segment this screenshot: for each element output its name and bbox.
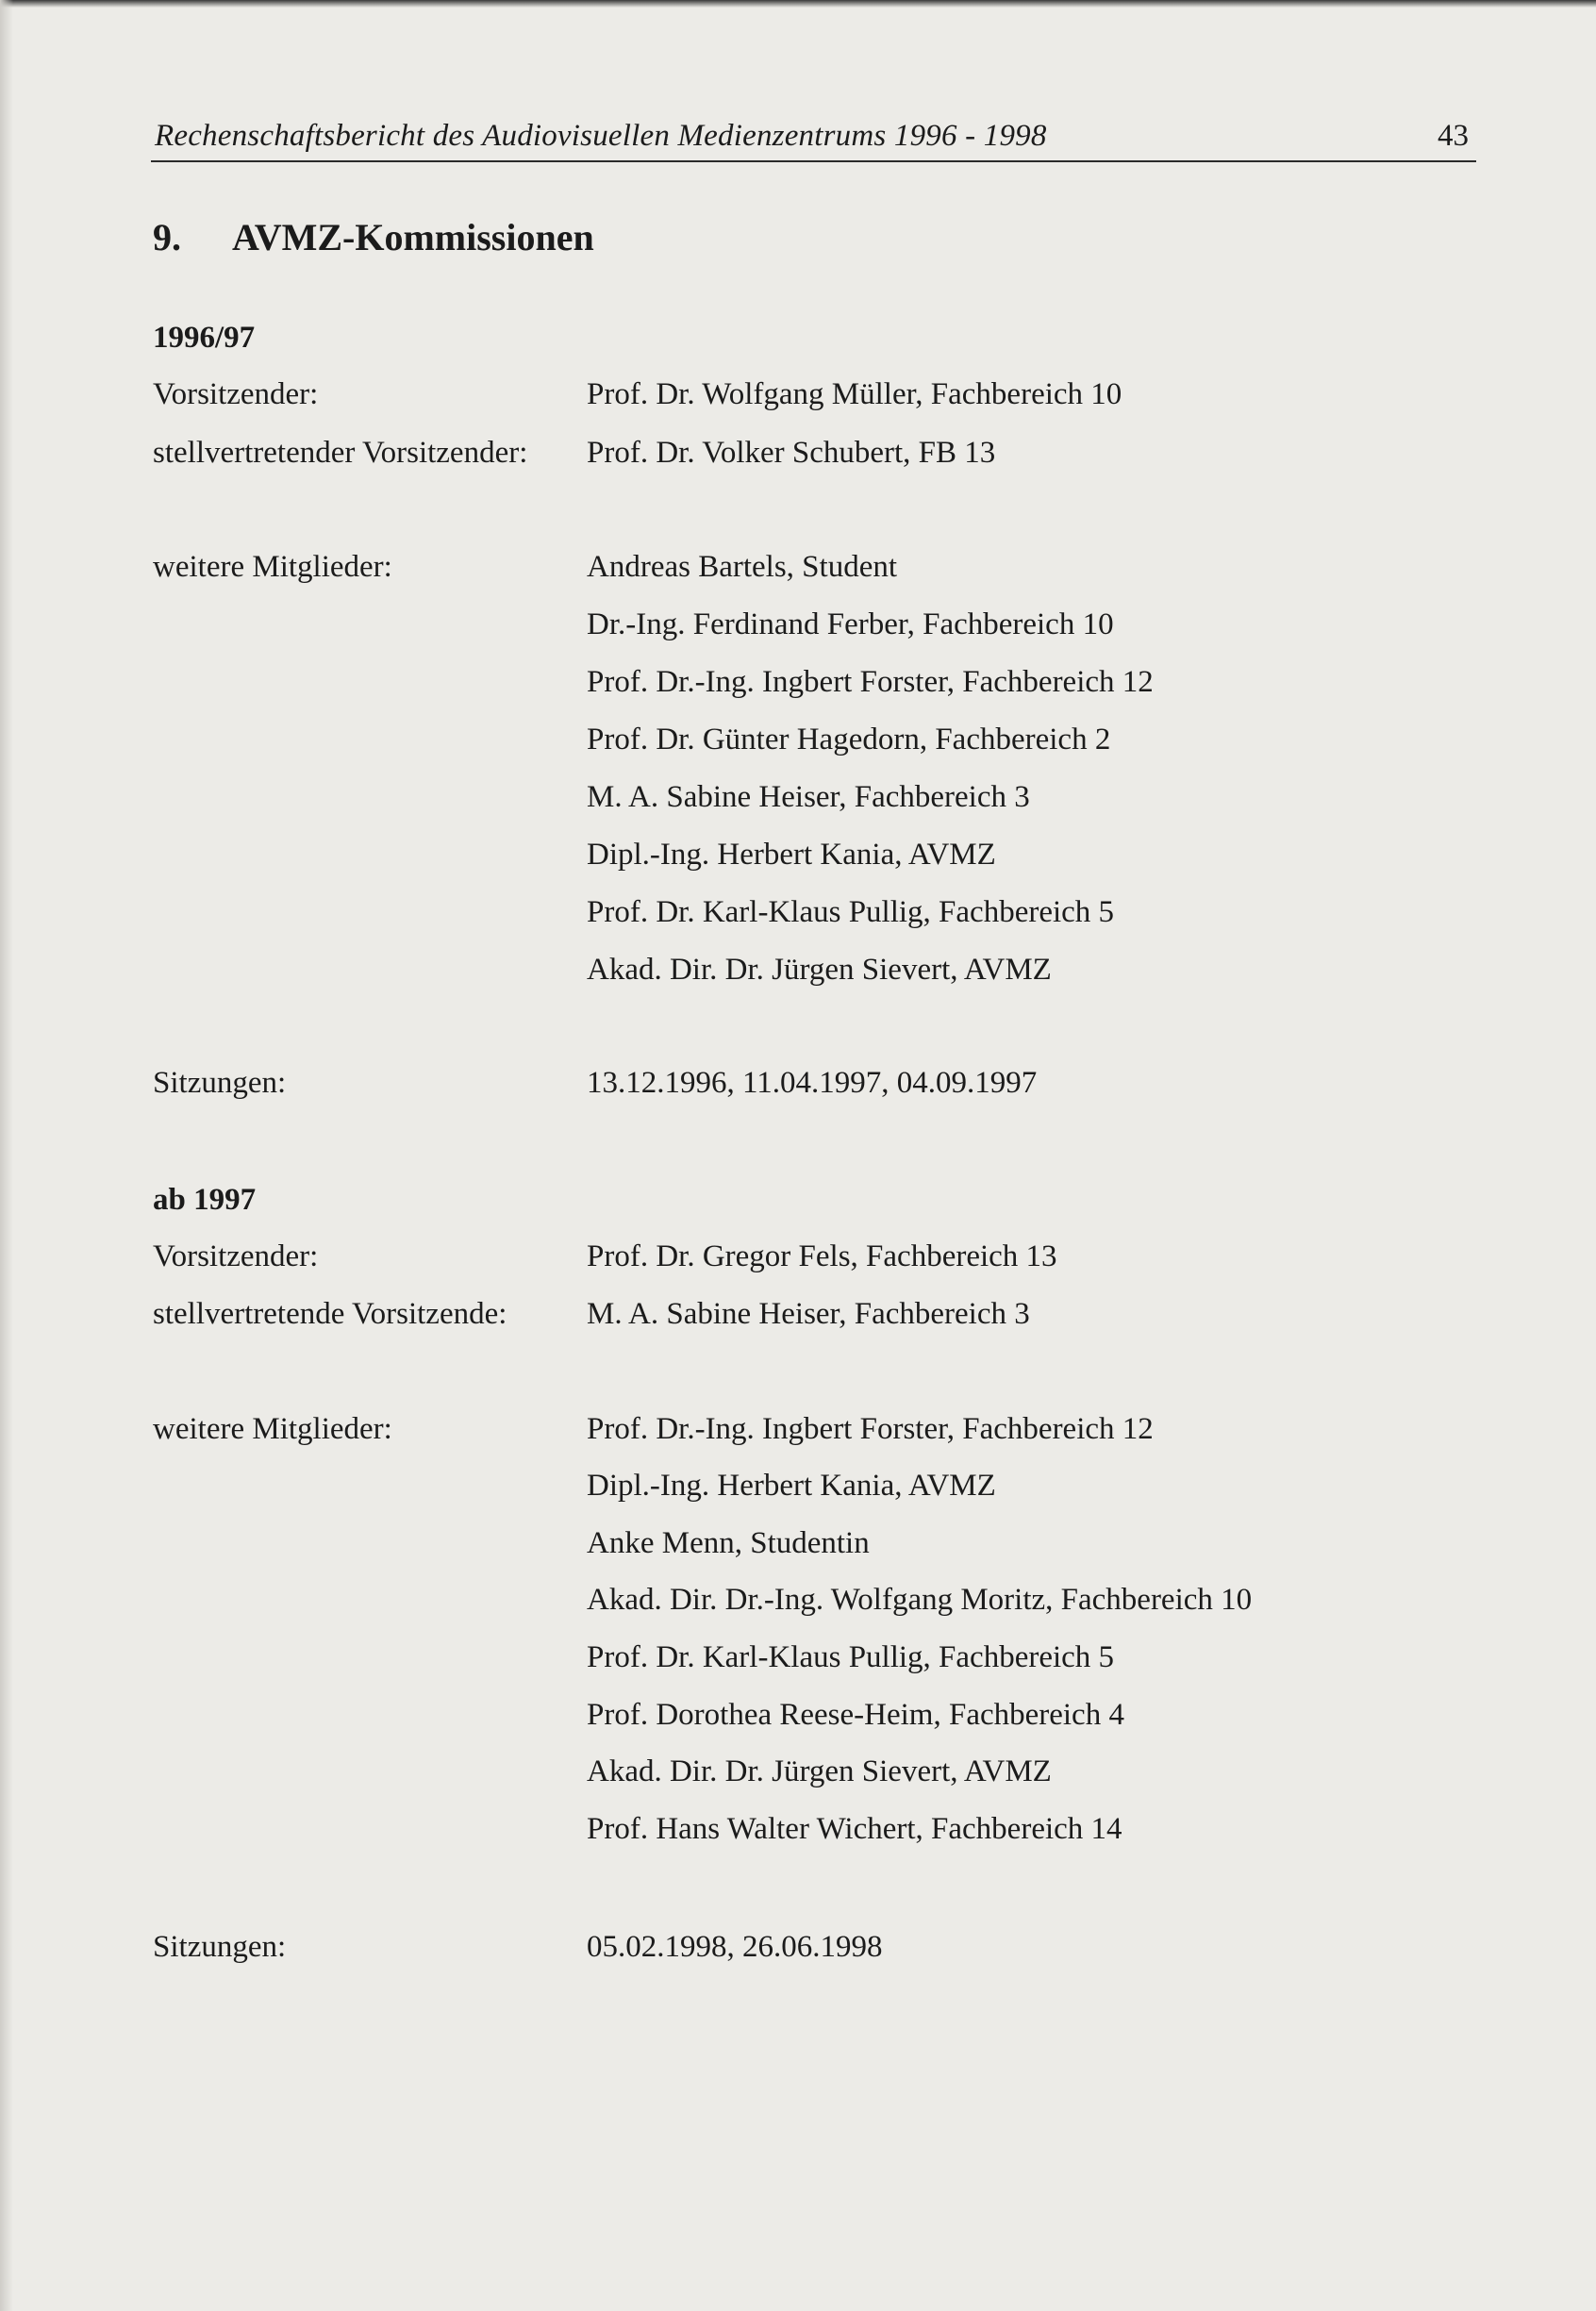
vice-chair-value: M. A. Sabine Heiser, Fachbereich 3 — [587, 1297, 1030, 1331]
member-item: Dr.-Ing. Ferdinand Ferber, Fachbereich 10 — [587, 607, 1114, 641]
member-item: Anke Menn, Studentin — [587, 1526, 870, 1560]
vice-chair-label: stellvertretender Vorsitzender: — [153, 436, 528, 470]
running-header — [151, 111, 1476, 162]
chair-value: Prof. Dr. Gregor Fels, Fachbereich 13 — [587, 1239, 1057, 1273]
sessions-row — [153, 1930, 1379, 1971]
section-heading — [153, 215, 594, 259]
header-title: Rechenschaftsbericht des Audiovisuellen Medienzentrums 1996 - 1998 — [155, 119, 1047, 153]
period-heading: ab 1997 — [153, 1183, 257, 1217]
vice-chair-row — [153, 1297, 1379, 1338]
member-item: Akad. Dir. Dr.-Ing. Wolfgang Moritz, Fachbereich 10 — [587, 1583, 1253, 1617]
member-item: Akad. Dir. Dr. Jürgen Sievert, AVMZ — [587, 953, 1052, 987]
page-number: 43 — [1438, 119, 1469, 153]
member-item: Prof. Dr. Karl-Klaus Pullig, Fachbereich 5 — [587, 1640, 1115, 1674]
page-edge-shadow — [0, 0, 1596, 8]
sessions-label: Sitzungen: — [153, 1930, 287, 1964]
vice-chair-row — [153, 436, 1379, 477]
sessions-value: 05.02.1998, 26.06.1998 — [587, 1930, 883, 1964]
member-item: Prof. Dorothea Reese-Heim, Fachbereich 4 — [587, 1698, 1124, 1732]
member-item: Prof. Dr. Karl-Klaus Pullig, Fachbereich 5 — [587, 895, 1115, 929]
vice-chair-value: Prof. Dr. Volker Schubert, FB 13 — [587, 436, 996, 470]
sessions-value: 13.12.1996, 11.04.1997, 04.09.1997 — [587, 1066, 1038, 1100]
member-item: Andreas Bartels, Student — [587, 550, 898, 584]
chair-value: Prof. Dr. Wolfgang Müller, Fachbereich 10 — [587, 377, 1122, 411]
member-item: Prof. Dr. Günter Hagedorn, Fachbereich 2 — [587, 723, 1111, 756]
member-item: Dipl.-Ing. Herbert Kania, AVMZ — [587, 1469, 996, 1503]
chair-label: Vorsitzender: — [153, 377, 319, 411]
vice-chair-label: stellvertretende Vorsitzende: — [153, 1297, 507, 1331]
page-binding-shadow — [0, 0, 13, 2311]
member-item: Dipl.-Ing. Herbert Kania, AVMZ — [587, 838, 996, 872]
member-item: M. A. Sabine Heiser, Fachbereich 3 — [587, 780, 1030, 814]
members-label: weitere Mitglieder: — [153, 550, 392, 584]
member-item: Akad. Dir. Dr. Jürgen Sievert, AVMZ — [587, 1754, 1052, 1788]
sessions-row — [153, 1066, 1379, 1107]
chair-label: Vorsitzender: — [153, 1239, 319, 1273]
chair-row — [153, 1239, 1379, 1281]
member-item: Prof. Dr.-Ing. Ingbert Forster, Fachbereich 12 — [587, 1412, 1154, 1446]
sessions-label: Sitzungen: — [153, 1066, 287, 1100]
period-heading: 1996/97 — [153, 321, 256, 355]
section-title: AVMZ-Kommissionen — [232, 216, 594, 258]
member-item: Prof. Dr.-Ing. Ingbert Forster, Fachbereich 12 — [587, 665, 1154, 699]
members-label: weitere Mitglieder: — [153, 1412, 392, 1446]
section-number: 9. — [153, 216, 181, 258]
chair-row — [153, 377, 1379, 419]
member-item: Prof. Hans Walter Wichert, Fachbereich 14 — [587, 1812, 1122, 1846]
